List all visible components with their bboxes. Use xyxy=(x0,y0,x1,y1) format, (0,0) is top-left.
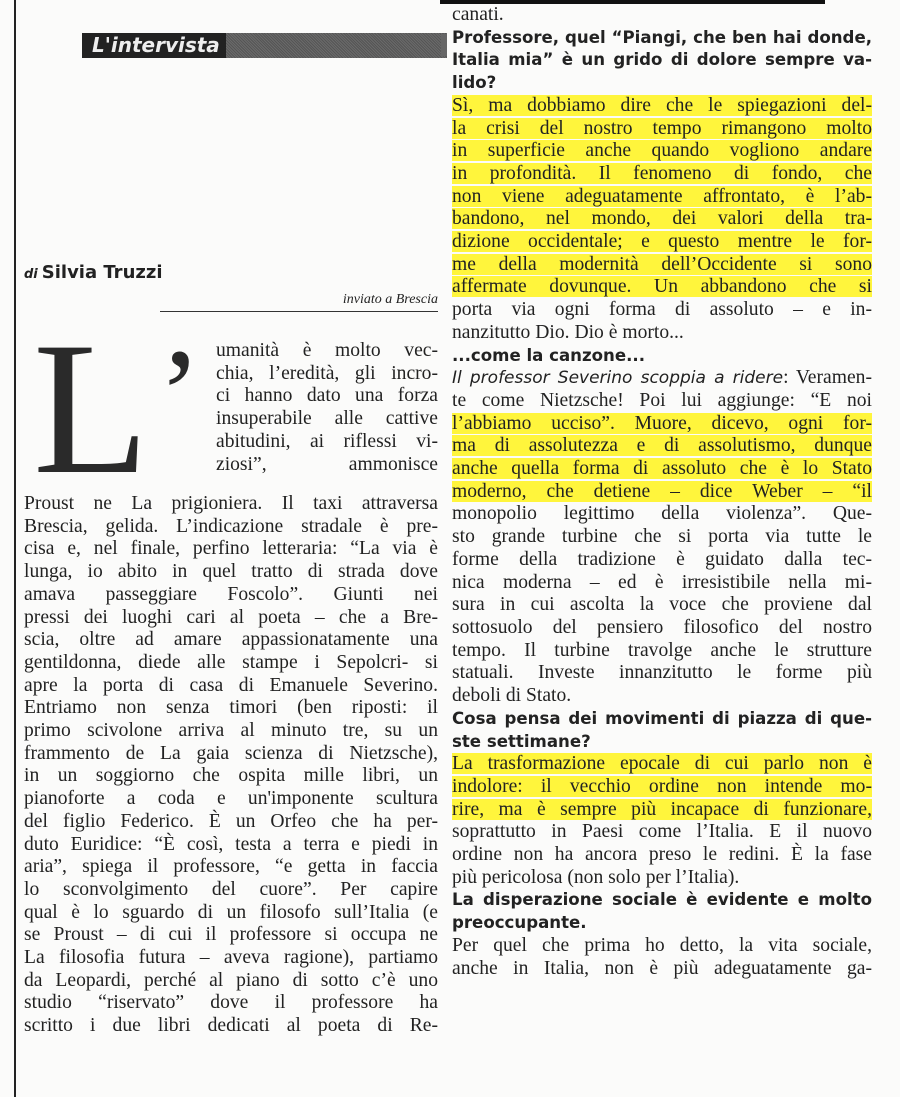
text-line: chia, l’eredità, gli incro- xyxy=(216,362,438,384)
text-line: in un soggiorno che ospita mille libri, un xyxy=(24,765,438,787)
section-label: L'intervista xyxy=(82,33,226,58)
interview-answer-line xyxy=(452,458,872,481)
text-line: qual è lo sguardo di un filosofo sull’Italia (e xyxy=(24,901,438,923)
interview-answer-line xyxy=(452,163,872,186)
interview-question: Professore, quel “Piangi, che ben hai donde, xyxy=(452,27,872,47)
answer-text: la crisi del nostro tempo rimangono molto xyxy=(452,117,872,139)
interview-question: Italia mia” è un grido di dolore sempre va- xyxy=(452,50,872,70)
text-line: lo sconvolgimento del cuore”. Per capire xyxy=(24,878,438,900)
interview-answer-line xyxy=(452,799,872,822)
text-line: Proust ne La prigioniera. Il taxi attraversa xyxy=(24,493,438,514)
text-line: del figlio Federico. È un Orfeo che ha per- xyxy=(24,810,438,832)
answer-text: Per quel che prima ho detto, la vita sociale, xyxy=(452,934,872,956)
interview-answer-line xyxy=(452,186,872,209)
text-line: ziosi”, ammonisce xyxy=(216,453,438,475)
text-line: La filosofia futura – aveva ragione), partiamo xyxy=(24,947,438,969)
interview-answer-line xyxy=(452,322,872,345)
text-line: studio “riservato” dove il professore ha xyxy=(24,992,438,1014)
answer-text: : Veramen- xyxy=(783,367,872,389)
text-line: umanità è molto vec- xyxy=(216,340,438,361)
interview-answer-line xyxy=(452,435,872,458)
text-line: scia, oltre ad amare appassionatamente una xyxy=(24,629,438,651)
interview-answer-line xyxy=(452,685,872,708)
byline-prefix: di xyxy=(24,267,38,282)
answer-text: forme della tradizione è guidato dalla tec- xyxy=(452,548,872,570)
text-line: duto Euridice: “È così, testa a terra e piedi in xyxy=(24,833,438,855)
answer-text: statuali. Investe innanzitutto le forme più xyxy=(452,662,872,684)
interview-answer-line xyxy=(452,231,872,254)
text-line: aria”, spiega il professore, “e getta in faccia xyxy=(24,856,438,878)
answer-text: sottosuolo del pensiero filosofico del nostro xyxy=(452,616,872,638)
answer-text: anche in Italia, non è più adeguatamente ga- xyxy=(452,957,872,979)
text-line: pressi dei luoghi cari al poeta – che a Bre- xyxy=(24,606,438,628)
answer-text: più pericolosa (non solo per l’Italia). xyxy=(452,866,740,888)
answer-text: soprattutto in Paesi come l’Italia. E il nuovo xyxy=(452,821,872,843)
interview-answer-line xyxy=(452,662,872,685)
answer-text: sura in cui ascolta la voce che proviene dal xyxy=(452,594,872,616)
interview-answer-line xyxy=(452,413,872,436)
interview-answer-line xyxy=(452,208,872,231)
question-marker xyxy=(441,34,447,56)
text-line: se Proust – di cui il professore si occupa ne xyxy=(24,924,438,946)
interview-answer-line xyxy=(452,390,872,413)
interview-answer-line xyxy=(452,526,872,549)
interview-answer-line xyxy=(452,503,872,526)
answer-text: nica moderna – ed è irresistibile nella mi- xyxy=(452,571,872,593)
text-line: frammento de La gaia scienza di Nietzsche), xyxy=(24,742,438,764)
text-line: amava passeggiare Foscolo”. Giunti nei xyxy=(24,583,438,605)
interview-question: Cosa pensa dei movimenti di piazza di que- xyxy=(452,708,872,728)
answer-text: La trasformazione epocale di cui parlo non è xyxy=(452,753,872,775)
interview-answer-line xyxy=(452,299,872,322)
interview-answer-line xyxy=(452,367,872,390)
text-line: abitudini, ai riflessi vi- xyxy=(216,430,438,452)
interview-answer-line xyxy=(452,118,872,141)
interview-answer-line xyxy=(452,640,872,663)
answer-text: te come Nietzsche! Poi lui aggiunge: “E noi xyxy=(452,389,872,411)
text-line: cisa e, nel finale, perfino letteraria: “La via è xyxy=(24,538,438,560)
left-column-body xyxy=(24,493,438,1038)
interview-answer-line xyxy=(452,753,872,776)
answer-text: monopolio legittimo della violenza”. Que- xyxy=(452,503,872,525)
interview-answer-line xyxy=(452,617,872,640)
right-column-body xyxy=(452,4,872,980)
interview-answer-line xyxy=(452,254,872,277)
answer-text: Sì, ma dobbiamo dire che le spiegazioni del- xyxy=(452,94,872,116)
answer-text: indolore: il vecchio ordine non intende mo- xyxy=(452,775,872,797)
left-border-rule xyxy=(14,0,16,1097)
answer-text: nanzitutto Dio. Dio è morto... xyxy=(452,321,684,343)
interview-answer-line xyxy=(452,276,872,299)
text-line: ci hanno dato una forza xyxy=(216,385,438,407)
interview-answer-line xyxy=(452,594,872,617)
text-line: scritto i due libri dedicati al poeta di Re- xyxy=(24,1015,438,1037)
text-line: primo scivolone arriva al minuto tre, su un xyxy=(24,720,438,742)
answer-text: in superficie anche quando vogliono andare xyxy=(452,140,872,162)
answer-text: ma di assolutezza e di assolutismo, dunque xyxy=(452,435,872,457)
interview-question: lido? xyxy=(452,73,497,93)
interview-answer-line xyxy=(452,935,872,958)
answer-text: anche quella forma di assoluto che è lo Stato xyxy=(452,458,872,480)
answer-text: porta via ogni forma di assoluto – e in- xyxy=(452,299,872,321)
text-line: lunga, io abito in quel tratto di strada dove xyxy=(24,561,438,583)
interview-answer-line xyxy=(452,572,872,595)
section-banner xyxy=(82,33,447,58)
intro-text xyxy=(216,340,438,476)
dropcap-letter: L xyxy=(33,304,150,514)
text-line: pianoforte a coda e un'imponente scultura xyxy=(24,788,438,810)
answer-text: dizione occidentale; e questo mentre le for- xyxy=(452,231,872,253)
text-line: insuperabile alle cattive xyxy=(216,408,438,430)
answer-text: sto grande turbine che si porta via tutte le xyxy=(452,526,872,548)
interview-answer-line xyxy=(452,481,872,504)
answer-text: ordine non ha ancora preso le redini. È la fase xyxy=(452,844,872,866)
interview-question: preoccupante. xyxy=(452,913,587,933)
text-line: Entriamo non senza timori (ben riposti: il xyxy=(24,697,438,719)
interview-answer-line xyxy=(452,821,872,844)
interview-answer-line xyxy=(452,867,872,890)
answer-text: in profondità. Il fenomeno di fondo, che xyxy=(452,162,872,184)
answer-text: moderno, che detiene – dice Weber – “il xyxy=(452,480,872,502)
answer-text: bandono, nel mondo, dei valori della tra- xyxy=(452,208,872,230)
byline xyxy=(24,262,163,283)
interview-question: ...come la canzone... xyxy=(452,345,646,365)
dateline: inviato a Brescia xyxy=(160,292,438,312)
interview-answer-line xyxy=(452,140,872,163)
answer-text: l’abbiamo ucciso”. Muore, dicevo, ogni for- xyxy=(452,412,872,434)
text-line: apre la porta di casa di Emanuele Severino. xyxy=(24,674,438,696)
answer-text: rire, ma è sempre più incapace di funzionare, xyxy=(452,798,872,820)
carryover-text: canati. xyxy=(452,4,504,25)
author-name: Silvia Truzzi xyxy=(41,262,163,283)
italic-aside: Il professor Severino scoppia a ridere xyxy=(452,368,784,389)
interview-answer-line xyxy=(452,549,872,572)
text-line: Brescia, gelida. L’indicazione stradale è pre- xyxy=(24,515,438,537)
answer-text: non viene adeguatamente affrontato, è l’ab- xyxy=(452,185,872,207)
answer-text: me della modernità dell’Occidente si sono xyxy=(452,253,872,275)
answer-text: tempo. Il turbine travolge anche le strutture xyxy=(452,639,872,661)
answer-text: affermate dovunque. Un abbandono che si xyxy=(452,276,872,298)
answer-text: deboli di Stato. xyxy=(452,685,572,707)
interview-answer-line xyxy=(452,776,872,799)
interview-answer-line xyxy=(452,958,872,981)
text-line: gentildonna, diede alle stampe i Sepolcri- si xyxy=(24,651,438,673)
interview-answer-line xyxy=(452,844,872,867)
dropcap-apostrophe: ’ xyxy=(158,323,202,467)
text-line: da Leopardi, perché al piano di sotto c’è uno xyxy=(24,969,438,991)
interview-answer-line xyxy=(452,95,872,118)
interview-question: La disperazione sociale è evidente e molto xyxy=(452,890,872,910)
interview-question: ste settimane? xyxy=(452,731,591,751)
